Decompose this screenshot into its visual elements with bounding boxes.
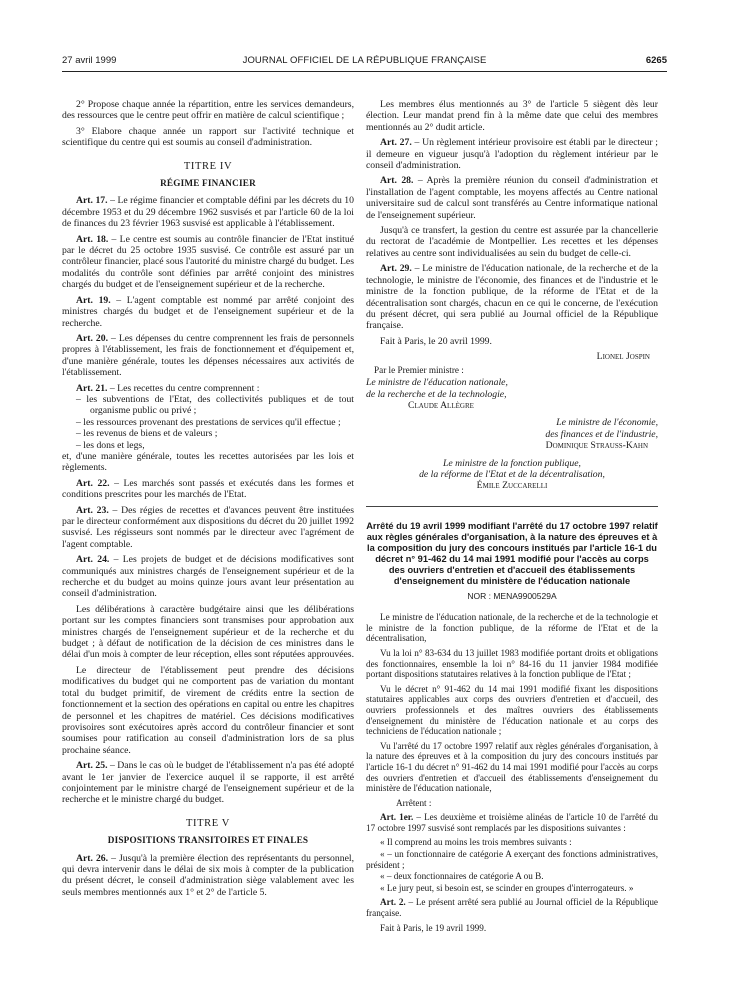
page-number: 6265 xyxy=(645,55,667,66)
article-text: – Les dépenses du centre comprennent les frais de personnels propres à l'établissement, les frais de fonctionnement et d'équipement et, d'une manière générale, toutes les dépenses nécessaires aux activités de l'établissement. xyxy=(62,332,354,379)
signature-by: Par le Premier ministre : xyxy=(374,364,464,375)
article-label: Art. 20. xyxy=(76,332,109,344)
arretent: Arrêtent : xyxy=(396,797,432,808)
article-20 xyxy=(62,333,354,379)
article-26 xyxy=(62,853,354,899)
header-rule xyxy=(62,71,667,72)
article-label: Art. 23. xyxy=(76,504,109,516)
left-column xyxy=(62,99,354,902)
article-19 xyxy=(62,295,354,329)
paragraph: 2° Propose chaque année la répartition, entre les services demandeurs, des ressources que le centre peut offrir en matière de calcul scientifique ; xyxy=(62,99,354,122)
article-1 xyxy=(366,812,658,833)
article-text: – Dans le cas où le budget de l'établissement n'a pas été adopté avant le 1er janvier de l'exercice auquel il se rapporte, il est arrêté conjointement par le ministre chargé de l'enseignement supérieur et de la recherche et le ministre chargé du budget. xyxy=(62,760,354,806)
article-text: – Le régime financier et comptable défini par les décrets du 10 décembre 1953 et du 29 décembre 1962 susvisés et par l'article 60 de la loi de finances du 23 février 1963 susvisé est applicable à l'établissement. xyxy=(62,195,354,230)
paragraph: 3° Elabore chaque année un rapport sur l'activité technique et scientifique du centre qui est soumis au conseil d'administration. xyxy=(62,125,354,149)
article-22 xyxy=(62,478,354,501)
minister-title: Le ministre de la fonction publique, xyxy=(443,457,581,469)
quote-line: « Il comprend au moins les trois membres suivants : xyxy=(380,837,572,848)
minister-title: de la recherche et de la technologie, xyxy=(366,388,507,400)
article-label: Art. 1er. xyxy=(380,812,414,823)
paragraph: Vu le décret n° 91-462 du 14 mai 1991 modifié fixant les dispositions statutaires applicables aux corps des ouvriers d'entretien et d'accueil, des ouvriers professionnels et des maîtres ouvriers des établissements d'enseignement du ministère de l'éducation nationale et au corps des techniciens de l'éducation nationale ; xyxy=(366,683,658,737)
article-text: – Les marchés sont passés et exécutés dans les formes et conditions prescrites pour les marchés de l'Etat. xyxy=(62,477,354,501)
article-label: Art. 18. xyxy=(76,233,109,245)
paragraph: Le directeur de l'établissement peut prendre des décisions modificatives du budget qui ne comportent pas de variation du montant total du budget primitif, de virement de crédits entre la section de fonctionnement et la section des opérations en capital ou entre les chapitres de personnel et les chapitres de matériel. Ces décisions modificatives provisoires sont exécutoires après accord du contrôleur financier et sont soumises pour ratification au conseil d'administration lors de sa plus prochaine séance. xyxy=(62,664,354,756)
title-v-subtitle: DISPOSITIONS TRANSITOIRES ET FINALES xyxy=(107,835,309,846)
article-text: – Les deuxième et troisième alinéas de l'article 10 de l'arrêté du 17 octobre 1997 susvisé sont remplacés par les dispositions suivantes : xyxy=(366,812,658,833)
signature-prime-minister: Lionel Jospin xyxy=(596,351,650,363)
minister-title: Le ministre de l'éducation nationale, xyxy=(366,377,508,389)
paragraph: Jusqu'à ce transfert, la gestion du centre est assurée par la chancellerie du rectorat de l'académie de Montpellier. Les recettes et les dépenses relatives au centre sont individualisées au sein du budget de celle-ci. xyxy=(366,225,658,259)
arrete-title: Arrêté du 19 avril 1999 modifiant l'arrêté du 17 octobre 1997 relatif aux règles générales d'organisation, à la nature des épreuves et à la composition du jury des concours institués par l'article 16-1 du décret n° 91-462 du 14 mai 1991 modifié pour l'accès au corps des ouvriers d'entretien et d'accueil des établissements d'enseignement du ministère de l'éducation nationale xyxy=(366,520,658,586)
article-23 xyxy=(62,505,354,551)
section-divider xyxy=(366,506,658,507)
article-text: – Les recettes du centre comprennent : xyxy=(107,382,260,394)
title-iv: TITRE IV xyxy=(183,160,233,172)
article-18 xyxy=(62,234,354,291)
quote-line: « Le jury peut, si besoin est, se scinder en groupes d'interrogateurs. » xyxy=(380,882,634,893)
article-text: – Après la première réunion du conseil d'administration et l'installation de l'agent comptable, les moyens affectés au Centre national universitaire sud de calcul sont transférés au Centre informatique national de l'enseignement supérieur. xyxy=(366,175,658,221)
article-text: – Un règlement intérieur provisoire est établi par le directeur ; il demeure en vigueur jusqu'à l'adoption du règlement intérieur par le conseil d'administration. xyxy=(366,137,658,172)
article-label: Art. 26. xyxy=(76,852,109,864)
article-text: – Le centre est soumis au contrôle financier de l'Etat institué par le décret du 25 octobre 1935 susvisé. Ce contrôle est assuré par un contrôleur financier, placé sous l'autorité du ministre chargé du budget. Les modalités du contrôle sont définies par arrêté conjoint des ministres chargés du budget et de l'enseignement supérieur et de la recherche. xyxy=(62,233,354,291)
journal-title: JOURNAL OFFICIEL DE LA RÉPUBLIQUE FRANÇAISE xyxy=(242,55,487,66)
right-column xyxy=(366,99,658,937)
quote-line: « – deux fonctionnaires de catégorie A ou B. xyxy=(380,871,544,882)
minister-name: Claude Allègre xyxy=(408,399,474,411)
article-text: – L'agent comptable est nommé par arrêté conjoint des ministres chargés du budget et de l'enseignement supérieur et de la recherche. xyxy=(62,294,354,329)
header-date: 27 avril 1999 xyxy=(62,55,117,66)
nor-reference: NOR : MENA9900529A xyxy=(467,590,557,601)
article-text: – Les projets de budget et de décisions modificatives sont communiqués aux ministres chargés de l'enseignement supérieur et de la recherche et du budget au moins quinze jours avant leur présentation au conseil d'administration. xyxy=(62,554,354,600)
paragraph: Les membres élus mentionnés au 3° de l'article 5 siègent dès leur élection. Leur mandat prend fin à la même date que celui des membres mentionnés au 2° dudit article. xyxy=(366,99,658,133)
title-iv-subtitle: RÉGIME FINANCIER xyxy=(160,178,256,189)
article-label: Art. 24. xyxy=(76,554,110,566)
article-25 xyxy=(62,760,354,806)
article-label: Art. 17. xyxy=(76,195,108,207)
list-item: – les revenus de biens et de valeurs ; xyxy=(76,428,218,440)
minister-name: Dominique Strauss-Kahn xyxy=(545,440,648,452)
minister-title: Le ministre de l'économie, xyxy=(556,417,658,429)
article-27 xyxy=(366,137,658,171)
article-24 xyxy=(62,554,354,600)
paragraph: Les délibérations à caractère budgétaire ainsi que les délibérations portant sur les comptes financiers sont transmises pour approbation aux ministres chargés de l'enseignement supérieur et de la recherche et du budget ; à défaut de notification de la décision de ces ministres dans le délai d'un mois à compter de leur réception, elles sont réputées approuvées. xyxy=(62,603,355,661)
paragraph: Le ministre de l'éducation nationale, de la recherche et de la technologie et le ministre de la fonction publique, de la réforme de l'Etat et de la décentralisation, xyxy=(366,612,658,644)
signature-date: Fait à Paris, le 19 avril 1999. xyxy=(380,922,487,933)
article-text: – Jusqu'à la première élection des représentants du personnel, qui devra intervenir dans le délai de six mois à compter de la publication du présent décret, le conseil d'administration siège valablement avec les seuls membres mentionnés aux 1° et 2° de l'article 5. xyxy=(62,852,355,898)
article-21 xyxy=(62,383,354,394)
article-2 xyxy=(366,897,658,918)
signature-date: Fait à Paris, le 20 avril 1999. xyxy=(380,335,492,347)
article-29 xyxy=(366,263,658,331)
article-text: – Le ministre de l'éducation nationale, de la recherche et de la technologie, le ministre de l'économie, des finances et de l'industrie et le ministre de la fonction publique, de la réforme de l'Etat et de la décentralisation sont chargés, chacun en ce qui le concerne, de l'exécution du présent décret, qui sera publié au Journal officiel de la République française. xyxy=(366,263,658,332)
article-label: Art. 19. xyxy=(76,294,111,306)
paragraph: Vu l'arrêté du 17 octobre 1997 relatif aux règles générales d'organisation, à la nature des épreuves et à la composition du jury des concours institués par l'article 16-1 du décret n° 91-462 du 14 mai 1991 modifié pour l'accès au corps des ouvriers d'entretien et d'accueil des établissements d'enseignement du ministère de l'éducation nationale, xyxy=(366,740,658,794)
article-text: – Le présent arrêté sera publié au Journal officiel de la République française. xyxy=(366,897,658,919)
article-28 xyxy=(366,175,658,221)
minister-name: Émile Zuccarelli xyxy=(476,480,548,492)
minister-title: des finances et de l'industrie, xyxy=(545,428,658,440)
article-label: Art. 2. xyxy=(380,897,406,908)
list-item: – les ressources provenant des prestations de services qu'il effectue ; xyxy=(76,416,341,428)
paragraph: Vu la loi n° 83-634 du 13 juillet 1983 modifiée portant droits et obligations des fonctionnaires, ensemble la loi n° 84-16 du 11 janvier 1984 modifiée portant dispositions statutaires relatives à la fonction publique de l'Etat ; xyxy=(366,647,658,680)
minister-title: de la réforme de l'Etat et de la décentralisation, xyxy=(419,468,605,480)
paragraph: et, d'une manière générale, toutes les recettes autorisées par les lois et règlements. xyxy=(62,450,354,474)
page-header xyxy=(62,55,667,71)
article-label: Art. 25. xyxy=(76,760,108,772)
article-17 xyxy=(62,195,354,229)
title-v: TITRE V xyxy=(186,817,230,829)
list-item: – les dons et legs, xyxy=(76,439,145,451)
article-label: Art. 29. xyxy=(380,263,412,275)
article-label: Art. 21. xyxy=(76,382,108,394)
article-text: – Des régies de recettes et d'avances peuvent être instituées par le directeur conformément aux dispositions du décret du 20 juillet 1992 susvisé. Les régisseurs sont nommés par le directeur avec l'agrément de l'agent comptable. xyxy=(62,504,354,550)
article-label: Art. 22. xyxy=(76,477,110,489)
arrete-body xyxy=(366,612,658,933)
article-label: Art. 27. xyxy=(380,137,412,149)
article-label: Art. 28. xyxy=(380,175,414,187)
list-item: – les subventions de l'Etat, des collectivités publiques et de tout organisme public ou privé ; xyxy=(76,393,354,417)
quote-line: « – un fonctionnaire de catégorie A exerçant des fonctions administratives, président ; xyxy=(366,849,658,870)
